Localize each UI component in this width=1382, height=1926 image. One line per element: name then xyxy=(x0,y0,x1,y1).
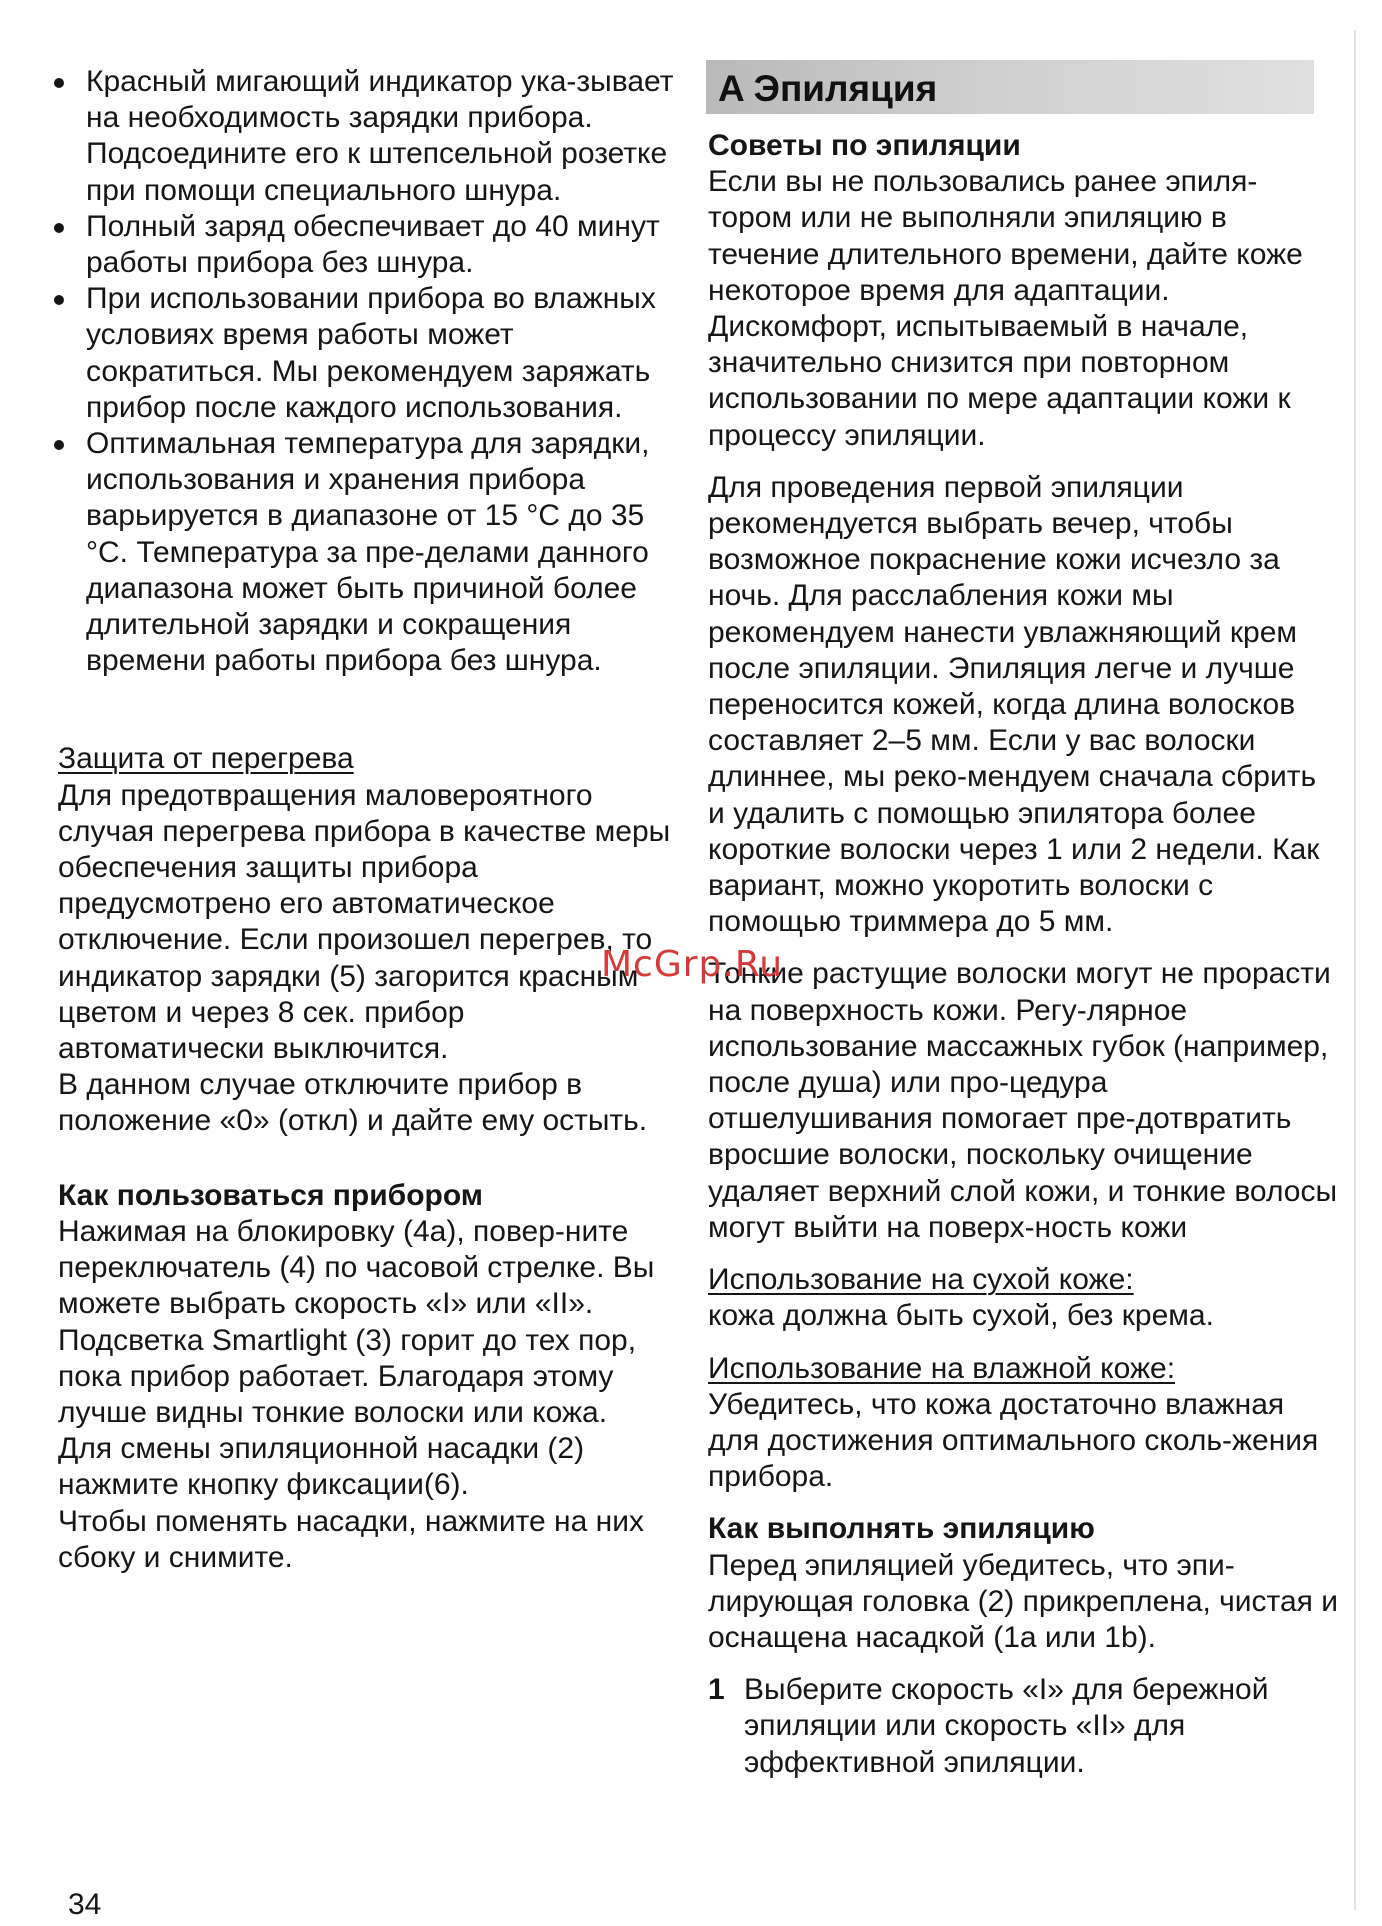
usage-paragraph-2: Подсветка Smartlight (3) горит до тех пор, пока прибор работает. Благодаря этому лучше видны тонкие волоски или кожа. xyxy=(58,1323,637,1429)
tips-paragraph-2: Для проведения первой эпиляции рекомендуется выбрать вечер, чтобы возможное покраснение кожи исчезло за ночь. Для расслабления кожи мы рекомендуем нанести увлажняющий крем после эпиляции. Эпиляция легче и лучше переносится кожей, когда длина волосков составляет 2–5 мм. Если у вас волоски длиннее, мы реко-мендуем сначала сбрить и удалить с помощью эпилятора более короткие волоски через 1 или 2 недели. Как вариант, можно укоротить волоски с помощью триммера до 5 мм. xyxy=(708,470,1320,939)
list-item: Полный заряд обеспечивает до 40 минут работы прибора без шнура. xyxy=(58,209,678,281)
overheat-paragraph-2: В данном случае отключите прибор в положение «0» (откл) и дайте ему остыть. xyxy=(58,1068,648,1138)
section-header-bar xyxy=(706,60,1314,114)
step-1 xyxy=(708,1672,1338,1781)
charging-bullet-list xyxy=(58,64,678,679)
step-text: Выберите скорость «I» для бережной эпиляции или скорость «II» для эффективной эпиляции. xyxy=(744,1673,1269,1779)
usage-heading: Как пользоваться прибором xyxy=(58,1178,483,1212)
watermark: McGrp.Ru xyxy=(601,944,784,985)
page-number: 34 xyxy=(68,1888,102,1921)
wet-skin-text: Убедитесь, что кожа достаточно влажная для достижения оптимального сколь-жения прибора. xyxy=(708,1387,1319,1494)
step-number: 1 xyxy=(708,1673,725,1707)
usage-paragraph-4: Чтобы поменять насадки, нажмите на них сбоку и снимите. xyxy=(58,1504,644,1574)
wet-skin-heading: Использование на влажной коже: xyxy=(708,1351,1176,1385)
howto-heading: Как выполнять эпиляцию xyxy=(708,1512,1095,1546)
howto-paragraph: Перед эпиляцией убедитесь, что эпи-лирующая головка (2) прикреплена, чистая и оснащена насадкой (1а или 1b). xyxy=(708,1548,1338,1654)
tips-heading: Советы по эпиляции xyxy=(708,129,1021,162)
usage-paragraph-1: Нажимая на блокировку (4а), повер-ните переключатель (4) по часовой стрелке. Вы можете выбрать скорость «I» или «II». xyxy=(58,1214,655,1321)
section-title: A Эпиляция xyxy=(718,68,938,109)
dry-skin-heading: Использование на сухой коже: xyxy=(708,1263,1134,1297)
right-column xyxy=(708,128,1338,1781)
usage-paragraph-3: Для смены эпиляционной насадки (2) нажмите кнопку фиксации(6). xyxy=(58,1432,585,1502)
list-item: Красный мигающий индикатор ука-зывает на необходимость зарядки прибора. Подсоедините его к штепсельной розетке при помощи специального шнура. xyxy=(58,64,678,209)
page-edge-shadow xyxy=(1354,30,1356,1910)
dry-skin-text: кожа должна быть сухой, без крема. xyxy=(708,1299,1214,1333)
tips-paragraph-1: Если вы не пользовались ранее эпиля-тором или не выполняли эпиляцию в течение длительного времени, дайте коже некоторое время для адаптации. Дискомфорт, испытываемый в начале, значительно снизится при повторном использовании по мере адаптации кожи к процессу эпиляции. xyxy=(708,165,1303,452)
left-column xyxy=(58,64,678,1576)
overheat-paragraph: Для предотвращения маловероятного случая перегрева прибора в качестве меры обеспечения защиты прибора предусмотрено его автоматическое отключение. Если произошел перегрев, то индикатор зарядки (5) загорится красным цветом и через 8 сек. прибор автоматически выключится. xyxy=(58,778,671,1066)
tips-paragraph-3: Тонкие растущие волоски могут не прорасти на поверхность кожи. Регу-лярное использование массажных губок (например, после душа) или про-цедура отшелушивания помогает пре-дотвратить вросшие волоски, поскольку очищение удаляет верхний слой кожи, и тонкие волосы могут выйти на поверх-ность кожи xyxy=(708,957,1338,1244)
list-item: Оптимальная температура для зарядки, использования и хранения прибора варьируется в диапазоне от 15 °С до 35 °С. Температура за пре-делами данного диапазона может быть причиной более длительной зарядки и сокращения времени работы прибора без шнура. xyxy=(58,426,678,679)
overheat-heading: Защита от перегрева xyxy=(58,742,354,776)
list-item: При использовании прибора во влажных условиях время работы может сократиться. Мы рекомендуем заряжать прибор после каждого использования. xyxy=(58,281,678,426)
